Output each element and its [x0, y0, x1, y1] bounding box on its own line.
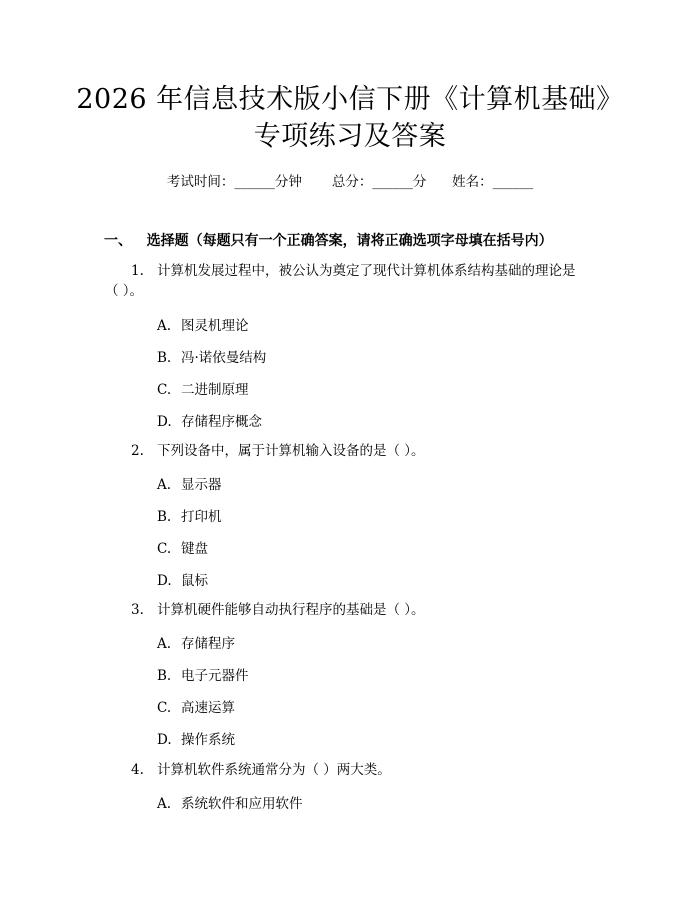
option-letter: A.: [157, 318, 172, 334]
option-letter: C.: [157, 382, 172, 398]
option-text: 冯·诺依曼结构: [181, 350, 267, 366]
question-4-option-a: [157, 792, 303, 812]
question-1-continuation: （ ）。: [105, 283, 144, 299]
option-text: 存储程序: [181, 636, 235, 652]
question-2-option-d: [157, 569, 208, 589]
option-text: 图灵机理论: [181, 318, 249, 334]
option-letter: B.: [157, 668, 172, 684]
option-letter: A.: [157, 477, 172, 493]
question-number: 1.: [131, 263, 144, 279]
student-name-blank: ______: [492, 174, 534, 190]
question-number: 2.: [131, 443, 144, 459]
question-text: 下列设备中，属于计算机输入设备的是（ ）。: [157, 443, 425, 459]
question-3-option-c: [157, 696, 235, 716]
option-letter: C.: [157, 700, 172, 716]
question-number: 4.: [131, 762, 144, 778]
question-2-option-b: [157, 505, 222, 525]
option-letter: D.: [157, 732, 172, 748]
question-1-option-b: [157, 346, 266, 366]
option-text: 系统软件和应用软件: [181, 796, 303, 812]
question-1-option-d: [157, 410, 262, 430]
question-text: 计算机发展过程中，被公认为奠定了现代计算机体系结构基础的理论是: [157, 263, 576, 279]
section-heading: [104, 230, 553, 250]
exam-time-blank: ______: [234, 174, 275, 190]
option-letter: D.: [157, 414, 172, 430]
option-text: 存储程序概念: [181, 414, 262, 430]
question-text: 计算机硬件能够自动执行程序的基础是（ ）。: [157, 602, 425, 618]
question-3-option-a: [157, 632, 235, 652]
document-title-line1: 2026 年信息技术版小信下册《计算机基础》: [76, 84, 624, 115]
option-letter: C.: [157, 541, 172, 557]
option-letter: A.: [157, 636, 172, 652]
document-title-line2: 专项练习及答案: [253, 121, 447, 152]
question-3-option-b: [157, 664, 249, 684]
question-1-option-c: [157, 378, 249, 398]
option-letter: D.: [157, 573, 172, 589]
section-title: 选择题（每题只有一个正确答案，请将正确选项字母填在括号内）: [146, 233, 553, 249]
option-text: 操作系统: [181, 732, 235, 748]
question-1-option-a: [157, 314, 249, 334]
option-letter: A.: [157, 796, 172, 812]
option-text: 高速运算: [181, 700, 235, 716]
question-2-option-a: [157, 473, 222, 493]
option-letter: B.: [157, 509, 172, 525]
student-name-label: 姓名：: [452, 174, 493, 190]
exam-time-unit: 分钟: [274, 174, 302, 190]
question-number: 3.: [131, 602, 144, 618]
option-text: 电子元器件: [181, 668, 249, 684]
option-letter: B.: [157, 350, 172, 366]
question-3-option-d: [157, 728, 235, 748]
question-2-option-c: [157, 537, 208, 557]
exam-info-line: [0, 170, 700, 190]
option-text: 显示器: [181, 477, 222, 493]
total-score-label: 总分：: [331, 174, 373, 190]
option-text: 鼠标: [181, 573, 208, 589]
total-score-unit: 分: [412, 174, 427, 190]
option-text: 键盘: [181, 541, 208, 557]
exam-time-label: 考试时间：: [166, 174, 235, 190]
option-text: 打印机: [181, 509, 222, 525]
total-score-blank: ______: [372, 174, 413, 190]
section-number: 一、: [104, 233, 132, 249]
option-text: 二进制原理: [181, 382, 249, 398]
question-text: 计算机软件系统通常分为（ ）两大类。: [157, 762, 391, 778]
